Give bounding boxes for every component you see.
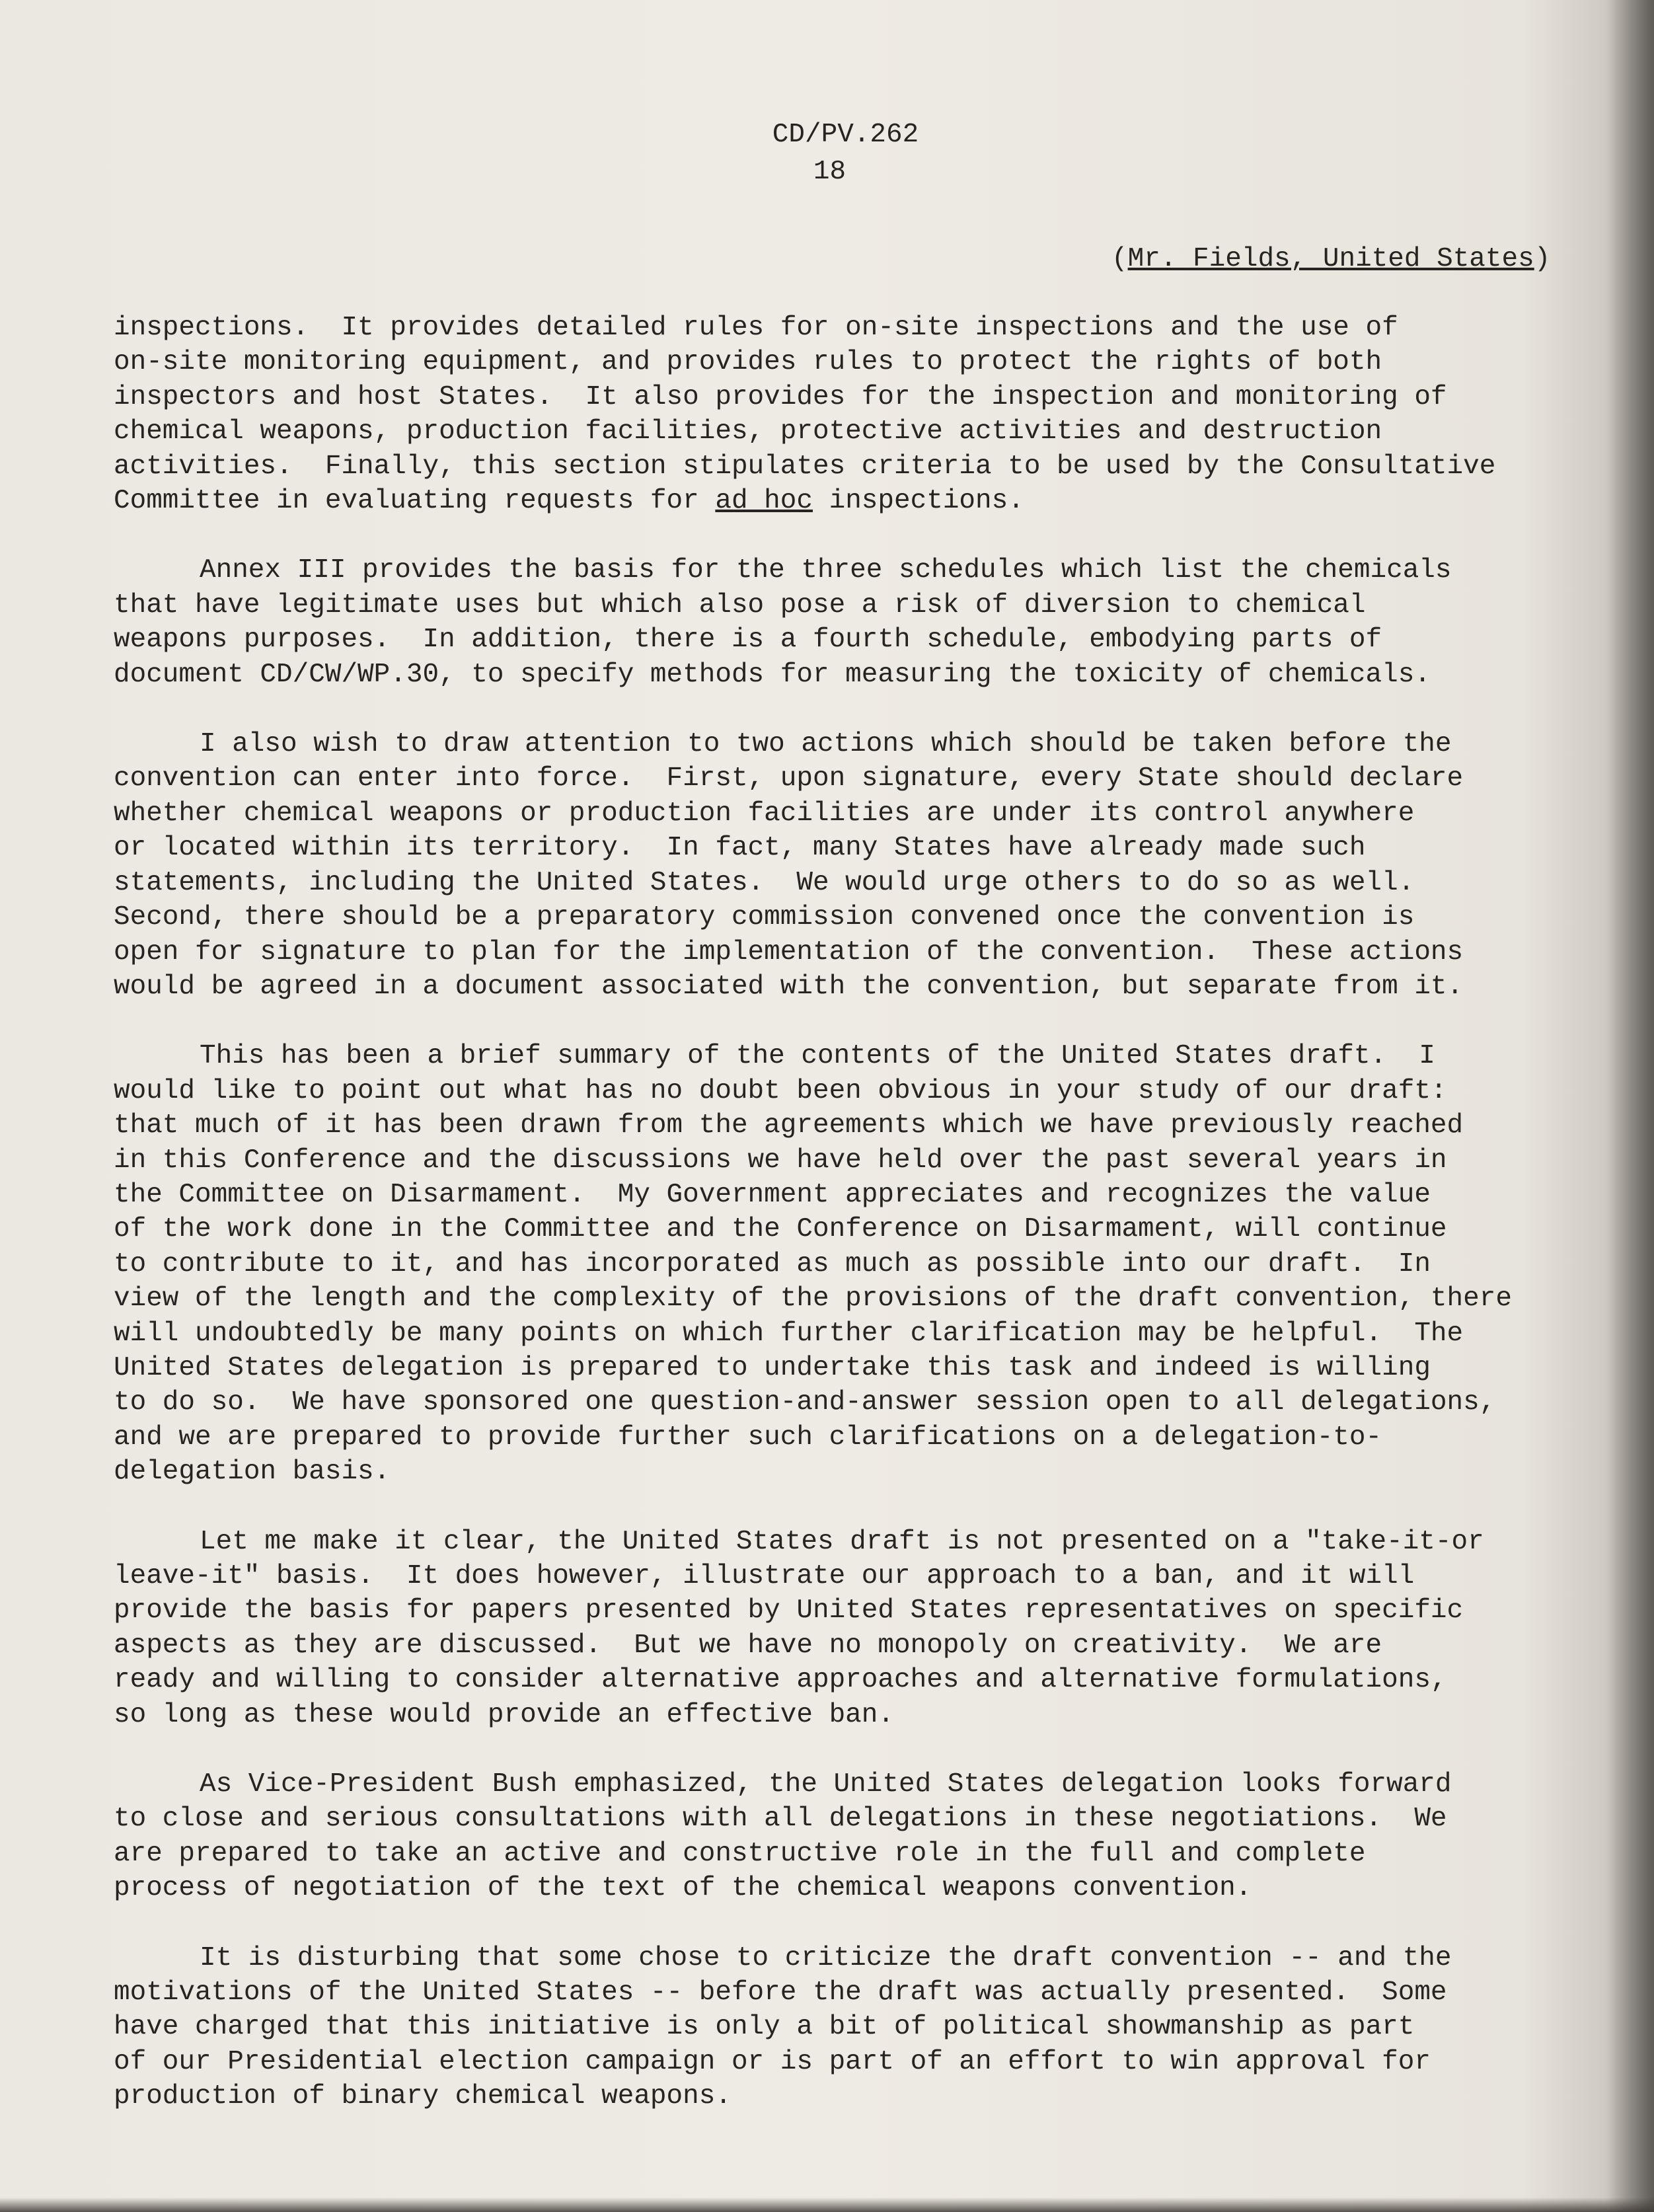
text-line [114,1941,1574,1975]
text-run: This has been a brief summary of the contents of the United States draft. I [200,1041,1435,1072]
text-line [114,727,1574,761]
text-line: have charged that this initiative is only a bit of political showmanship as part [114,2012,1415,2043]
text-line: aspects as they are discussed. But we have no monopoly on creativity. We are [114,1630,1382,1661]
text-line: inspectors and host States. It also provides for the inspection and monitoring of [114,381,1447,412]
text-line: would be agreed in a document associated with the convention, but separate from it. [114,971,1464,1002]
page-bottom-edge [0,2197,1654,2212]
text-line: and we are prepared to provide further such clarifications on a delegation-to- [114,1422,1382,1453]
text-line: weapons purposes. In addition, there is a fourth schedule, embodying parts of [114,625,1382,656]
text-line-with-emphasis [114,484,1574,518]
text-line [114,1525,1574,1559]
document-header [0,116,1654,190]
text-line: Second, there should be a preparatory commission convened once the convention is [114,902,1415,933]
text-line: convention can enter into force. First, upon signature, every State should declare [114,763,1464,794]
text-line: that have legitimate uses but which also pose a risk of diversion to chemical [114,590,1366,621]
text-run: inspections. [812,486,1024,517]
text-line: activities. Finally, this section stipulates criteria to be used by the Consultative [114,451,1496,482]
text-line [114,1039,1574,1073]
text-run: I also wish to draw attention to two actions which should be taken before the [200,729,1452,760]
underlined-term: ad hoc [715,486,813,517]
speaker-name: Mr. Fields, United States [1127,244,1534,274]
document-body [114,311,1574,2149]
text-line: will undoubtedly be many points on which further clarification may be helpful. The [114,1318,1464,1349]
text-line: to do so. We have sponsored one question-and-answer session open to all delegations, [114,1387,1496,1418]
text-line: in this Conference and the discussions we have held over the past several years in [114,1145,1447,1176]
text-line: to close and serious consultations with all delegations in these negotiations. We [114,1804,1447,1835]
paragraph-not-take-it-or-leave-it [114,1525,1574,1732]
text-line: view of the length and the complexity of the provisions of the draft convention, there [114,1283,1512,1315]
text-line: are prepared to take an active and constructive role in the full and complete [114,1838,1366,1869]
text-line: ready and willing to consider alternative approaches and alternative formulations, [114,1665,1447,1696]
text-line: the Committee on Disarmament. My Government appreciates and recognizes the value [114,1179,1431,1210]
speaker-open-paren: ( [1111,244,1128,274]
text-line: or located within its territory. In fact, many States have already made such [114,833,1366,864]
text-line: so long as these would provide an effective ban. [114,1699,894,1730]
text-line: United States delegation is prepared to undertake this task and indeed is willing [114,1352,1431,1383]
paragraph-inspections [114,311,1574,518]
text-line: provide the basis for papers presented by United States representatives on specific [114,1595,1464,1626]
text-line: motivations of the United States -- before the draft was actually presented. Some [114,1977,1447,2008]
text-line [114,1767,1574,1802]
paragraph-annex-iii [114,553,1574,692]
text-run: As Vice-President Bush emphasized, the United States delegation looks forward [200,1769,1452,1800]
text-line: would like to point out what has no doubt been obvious in your study of our draft: [114,1075,1447,1106]
text-run: Committee in evaluating requests for [114,486,716,517]
paragraph-summary [114,1039,1574,1489]
text-line: whether chemical weapons or production facilities are under its control anywhere [114,798,1415,829]
text-run: Annex III provides the basis for the three schedules which list the chemicals [200,555,1452,586]
page-number: 18 [813,157,846,187]
speaker-close-paren: ) [1534,244,1551,274]
text-line: of the work done in the Committee and the Conference on Disarmament, will continue [114,1214,1447,1245]
text-run: Let me make it clear, the United States draft is not presented on a "take-it-or [200,1526,1484,1557]
text-line: leave-it" basis. It does however, illustrate our approach to a ban, and it will [114,1561,1415,1591]
text-run: It is disturbing that some chose to criticize the draft convention -- and the [200,1942,1452,1973]
text-line: delegation basis. [114,1457,391,1488]
text-line: that much of it has been drawn from the agreements which we have previously reached [114,1110,1464,1141]
text-line: to contribute to it, and has incorporated as much as possible into our draft. In [114,1248,1431,1279]
text-line [114,553,1574,588]
text-line: open for signature to plan for the implementation of the convention. These actions [114,936,1464,968]
text-line: of our Presidential election campaign or is part of an effort to win approval for [114,2046,1431,2077]
speaker-attribution [1111,241,1550,278]
text-line: process of negotiation of the text of the chemical weapons convention. [114,1873,1252,1904]
text-line: on-site monitoring equipment, and provides rules to protect the rights of both [114,347,1382,378]
paragraph-criticism [114,1941,1574,2114]
paragraph-actions-before-entry [114,727,1574,1004]
text-line: production of binary chemical weapons. [114,2081,732,2112]
document-symbol: CD/PV.262 [772,120,919,150]
text-line: chemical weapons, production facilities, protective activities and destruction [114,416,1382,447]
binding-shadow [1608,0,1654,2212]
text-line: statements, including the United States. We would urge others to do so as well. [114,867,1415,898]
paragraph-consultations [114,1767,1574,1906]
text-line: inspections. It provides detailed rules for on-site inspections and the use of [114,313,1398,343]
text-line: document CD/CW/WP.30, to specify methods for measuring the toxicity of chemicals. [114,659,1431,690]
